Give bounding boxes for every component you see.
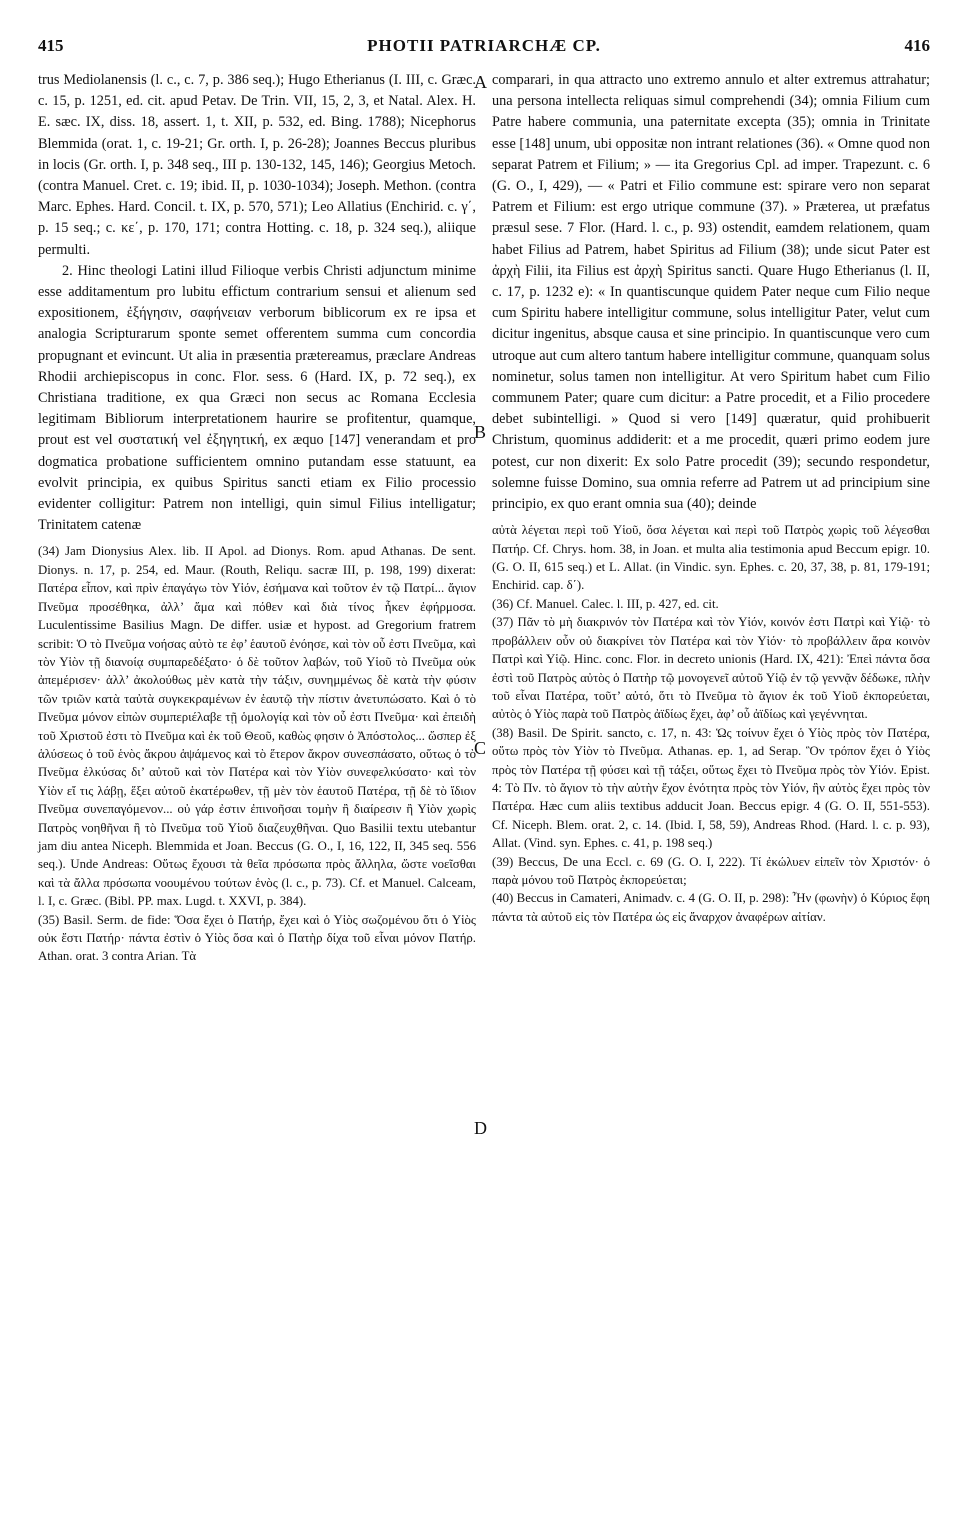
footnote-34: (34) Jam Dionysius Alex. lib. II Apol. ad Dionys. Rom. apud Athanas. De sent. Dionys. n. 17, p. 254, ed. Maur. (Routh, Reliqu. sacræ III, p. 198, 199) dixerat: Πατέρα εἶπον, καὶ πρὶν ἐπαγάγω τὸν Υἱόν, ἐσήμανα καὶ τοῦτον ἐν τῷ Πατρί... ἅγιον Πνεῦμα προσέθηκα, ἀλλ’ ἅμα καὶ πόθεν καὶ διὰ τίνος ἧκεν ἐφήρμοσα. Luculentissime Basilius Magn. De differ. usiæ et hypost. ad Gregorium fratrem scribit: Ὁ τὸ Πνεῦμα νοήσας αὐτὸ τε ἐφ’ ἑαυτοῦ ἐνόησε, καὶ τὸν οὗ ἐστι Πνεῦμα, καὶ τὸν Υἱὸν τῇ διανοίᾳ συμπαρεδέξατο· ὁ δὲ τοῦτον λαβών, τοῦ Υἱοῦ τὸ Πνεῦμα οὐκ ἀπεμέρισεν· ἀλλ’ ἀκολούθως μὲν κατὰ τὴν τάξιν, συνημμένως δὲ κατὰ τὴν φύσιν τῶν τριῶν κατὰ ταὐτὰ συγκεκραμένων ἐν ἑαυτῷ τὴν πίστιν ἀνετυπώσατο. Καὶ ὁ τὸ Πνεῦμα μόνον εἰπὼν συμπεριέλαβε τῇ ὁμολογίᾳ καὶ τὸν οὗ ἐστι Πνεῦμα· καὶ ἐπειδὴ τοῦ Χριστοῦ ἐστι τὸ Πνεῦμα καὶ ἐκ τοῦ Θεοῦ, καθὼς φησιν ὁ Ἀπόστολος... ὥσπερ ἐξ ἁλύσεως ὁ τοῦ ἑνὸς ἄκρου ἁψάμενος καὶ τὸ ἕτερον ἄκρον συνεσπάσατο, οὕτως ὁ τὸ Πνεῦμα ἑλκύσας δι’ αὐτοῦ καὶ τὸν Πατέρα καὶ τὸν Υἱὸν συνεφελκύσατο· καὶ τὸν Υἱὸν εἴ τις λάβῃ, ἕξει αὐτοῦ ἑκατέρωθεν, τῇ μὲν τὸν ἑαυτοῦ Πατέρα, τῇ δὲ τὸ ἴδιον Πνεῦμα συνεπαγόμενον... οὐ γάρ ἐστιν ἐπινοῆσαι τομὴν ἢ διαίρεσιν ἢ Υἱὸν χωρὶς Πατρὸς νοηθῆναι ἢ τὸ Πνεῦμα τοῦ Υἱοῦ διαζευχθῆναι. Quo Basilii textu utebantur jam diu antea Niceph. Blemmida et Joan. Beccus (G. O., I, 16, 122, II, 345 seq. 556 seq.). Unde Andreas: Οὕτως ἔχουσι τὰ θεῖα πρόσωπα πρὸς ἄλληλα, ὥστε νοεῖσθαι καὶ τὰ ἄλλα πρόσωπα νοουμένου τούτων ἑνὸς (l. c., p. 73). Cf. et Manuel. Calceam, l. I, c. Græc. (Bibl. PP. max. Lugd. t. XXVI, p. 384). [38, 544, 476, 909]
page-header [38, 36, 930, 62]
footnote-39: (39) Beccus, De una Eccl. c. 69 (G. O. I, 222). Τί ἐκώλυεν εἰπεῖν τὸν Χριστόν· ὁ παρὰ μόνου τοῦ Πατρὸς ἐκπορεύεται; [492, 854, 930, 887]
left-footnotes [38, 542, 476, 965]
page-number-left: 415 [38, 36, 64, 55]
margin-letter-a: A [474, 72, 487, 92]
footnote-40: (40) Beccus in Camateri, Animadv. c. 4 (G. O. II, p. 298): Ἦν (φωνὴν) ὁ Κύριος ἔφη πάντα τὰ αὐτοῦ εἰς τὸν Πατέρα ὡς εἰς ἄναρχον ἀναφέρων αἰτίαν. [492, 891, 930, 924]
right-paragraph-1: comparari, in qua attracto uno extremo annulo et alter extremus attrahatur; una persona intellecta reliquas simul comprehendi (34); omnia Filium cum Patre habere communia, una paternitate excepta (35); omnia in Trinitate esse [148] unum, ubi oppositæ non intrant relationes (36). « Omne quod non separat Patrem et Filium; » — ita Gregorius Cpl. ad imper. Trapezunt. c. 6 (G. O., I, 429), — « Patri et Filio commune est: spirare vero non separat Patrem et Filium: est ergo utrique commune (37). » Præterea, ut præfatus præsul sese. 7 Flor. (Hard. l. c., p. 93) ostendit, eamdem relationem, quam habet Filius ad Patrem, habet Spiritus ad Filium (38); unde sicut Pater est ἀρχὴ Filii, ita Filius est ἀρχὴ Spiritus sancti. Quare Hugo Etherianus (l. II, c. 17, p. 1232 e): « In quantiscunque quidem Pater neque cum Filio neque cum Spiritu habere intelligitur commune, solus intelligitur Pater, velut cum dicitur ingenitus, absque causa et sine principio. In quantiscunque vero cum utroque aut cum altero tantum habere intelligitur commune, quanquam solus nominetur, solus tamen non intelligitur. At vero Spiritum habet cum Filio communem Pater; quare cum dicitur: a Patre procedit, et a Filio procedere debet subintelligi. » Quod si vero [149] quæratur, quid prohibuerit Christum, quominus addiderit: et a me procedit, quæri primo eodem jure potest, cur non dixerit: Ex solo Patre procedit (39); secundo respondetur, solemne fuisse Domino, sua omnia referre ad Patrem ut ad principium sine principio, ex quo erant omnia sua (40); deinde [492, 72, 930, 513]
footnote-35: (35) Basil. Serm. de fide: Ὅσα ἔχει ὁ Πατήρ, ἔχει καὶ ὁ Υἱὸς σωζομένου ὅτι ὁ Υἱὸς οὐκ ἔστι Πατήρ· πάντα ἐστὶν ὁ Υἱὸς ὅσα καὶ ὁ Πατὴρ δίχα τοῦ εἶναι μόνον Πατήρ. Athan. orat. 3 contra Arian. Τὰ [38, 912, 476, 964]
page-number-right: 416 [904, 36, 930, 55]
right-footnotes [492, 521, 930, 926]
footnote-38: (38) Basil. De Spirit. sancto, c. 17, n. 43: Ὡς τοίνυν ἔχει ὁ Υἱὸς πρὸς τὸν Πατέρα, οὕτω πρὸς τὸν Υἱὸν τὸ Πνεῦμα. Athanas. ep. 1, ad Serap. Ὃν τρόπον ἔχει ὁ Υἱὸς πρὸς τὸν Πατέρα τῇ φύσει καὶ τῇ τάξει, οὕτως ἔχει τὸ Πνεῦμα πρὸς τὸν Υἱόν. Epist. 4: Τὸ Πν. τὸ ἅγιον τὸ τὴν αὐτὴν ἔχον ἑνότητα πρὸς τὸν Υἱόν, ἣν αὐτὸς ἔχει πρὸς τὸν Πατέρα. Hæc cum aliis textibus adducit Joan. Beccus epigr. 4 (G. O. II, 551-553). Cf. Niceph. Blem. orat. 2, c. 14. (Ibid. I, 58, 59), Andreas Rhod. (Hard. l. c. p. 93), Allat. (Vind. syn. Ephes. c. 41, p. 198 seq.) [492, 725, 930, 851]
footnote-36: (36) Cf. Manuel. Calec. l. III, p. 427, ed. cit. [492, 596, 719, 611]
footnote-37: (37) Πᾶν τὸ μὴ διακρινόν τὸν Πατέρα καὶ τὸν Υἱόν, κοινόν ἐστι Πατρὶ καὶ Υἱῷ· τὸ προβάλλειν οὖν οὐ διακρίνει τὸν Πατέρα καὶ τὸν Υἱόν· τὸ προβάλλειν ἄρα κοινὸν Πατρὶ καὶ Υἱῷ. Hinc. conc. Flor. in decreto unionis (Hard. IX, 421): Ἐπεὶ πάντα ὅσα ἐστὶ τοῦ Πατρὸς αὐτὸς ὁ Πατὴρ τῷ μονογενεῖ αὐτοῦ Υἱῷ ἐν τῷ γεννᾷν δέδωκε, πλὴν τοῦ εἶναι Πατέρα, τοῦτ’ αὐτό, ὅτι τὸ Πνεῦμα τὸ ἅγιον ἐκ τοῦ Υἱοῦ ἐκπορεύεται, αὐτὸς ὁ Υἱὸς παρὰ τοῦ Πατρὸς ἀϊδίως ἔχει, ἀφ’ οὗ ἀϊδίως καὶ γεγέννηται. [492, 615, 930, 722]
footnote-35-continued: αὐτὰ λέγεται περὶ τοῦ Υἱοῦ, ὅσα λέγεται καὶ περὶ τοῦ Πατρὸς χωρὶς τοῦ λέγεσθαι Πατήρ. Cf. Chrys. hom. 38, in Joan. et multa alia testimonia apud Beccum epigr. 10. (G. O. II, 615 seq.) et L. Allat. (in Vindic. syn. Ephes. c. 20, 37, 38, p. 81, 179-191; Enchirid. cap. δ΄). [492, 523, 930, 593]
margin-letter-b: B [474, 422, 487, 442]
right-column [492, 70, 930, 926]
left-column [38, 70, 476, 966]
margin-letter-c: C [474, 738, 487, 758]
margin-letter-d: D [474, 1118, 487, 1138]
left-paragraph-1: trus Mediolanensis (l. c., c. 7, p. 386 seq.); Hugo Etherianus (I. III, c. Græc. c. 15, p. 1251, ed. cit. apud Petav. De Trin. VII, 15, 2, 3, et Natal. Alex. H. E. sæc. IX, diss. 18, assert. 1, t. XII, p. 532, ed. Bing. 1788); Nicephorus Blemmida (orat. 1, c. 19-21; Gr. orth. I, p. 26-28); Joannes Beccus pluribus in locis (Gr. orth. I, p. 348 seq., III p. 130-132, 145, 146); Georgius Metoch. (contra Manuel. Cret. c. 19; ibid. II, p. 1030-1034); Joseph. Methon. (contra Marc. Ephes. Hard. Concil. t. IX, p. 570, 571); Leo Allatius (Enchirid. c. γ΄, p. 15 seq.; c. κε΄, p. 170, 171; contra Hotting. c. 18, p. 324 seq.), aliique permulti. [38, 72, 476, 258]
left-paragraph-2: 2. Hinc theologi Latini illud Filioque verbis Christi adjunctum minime esse additamentum pro lubitu effictum contrarium sensui et alienum sed expositionem, ἐξήγησιν, σαφήνειαν verborum biblicorum ex re ipsa et analogia Scripturarum sponte semet offerentem summa cum concordia propugnant et evincunt. Ut alia in præsentia prætereamus, præclare Andreas Rhodii archiepiscopus in conc. Flor. sess. 6 (Hard. IX, p. 72 seq.), ex Christiana traditione, ex qua Græci non secus ac Romana Ecclesia legitimam Bibliorum interpretationem haurire se profitentur, quamque, prout est vel συστατική vel ἐξηγητική, ex æquo [147] venerandam et pro dogmatica probatione sufficientem omnino putandam esse statuunt, ea evolvit principia, ex quibus Spiritus sancti etiam ex Filio processio evidenter colligitur: Patrem non intelligi, quin simul Filius intelligatur; Trinitatem catenæ [38, 262, 476, 534]
running-title: PHOTII PATRIARCHÆ CP. [367, 36, 601, 55]
